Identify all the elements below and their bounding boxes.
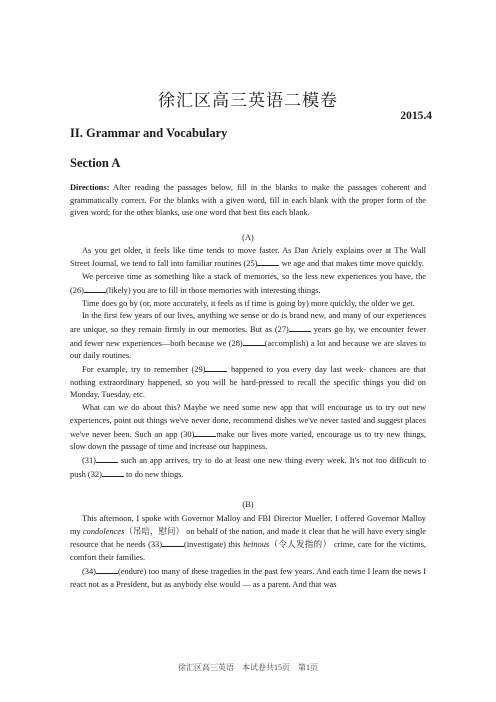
blank-31[interactable] (96, 454, 118, 463)
passage-a-paragraph: In the first few years of our lives, anything we sense or do is brand new, and many of our experiences are unique, so they remain firmly in our memories. But as (27) years go by, we encounter fewer and fewer new experiences—both because we (28) (accomplish) a lot and because we are slaves to our daily routines. (70, 311, 427, 361)
blank-29[interactable] (205, 363, 227, 372)
passage-a-paragraph: As you get older, it feels like time tends to move faster. As Dan Ariely explains over at The Wall Street Journal, we tend to fall into familiar routines (25) we age and that makes time move quickly. (70, 245, 426, 269)
passage-a-label: (A) (242, 233, 254, 242)
passage-a-paragraph: What can we do about this? Maybe we need some new app that will encourage us to try out new experiences, point out things we've never done, recommend dishes we've never tasted and suggest places we've never been. Such an app (30) make our lives more varied, encourage us to try new things, slow down the passage of time and increase our happiness. (70, 403, 426, 452)
section-heading: II. Grammar and Vocabulary (70, 126, 228, 140)
passage-a-paragraph: Time does go by (or, more accurately, it feels as if time is going by) more quickly, the older we get. (82, 298, 415, 308)
document-date: 2015.4 (400, 110, 432, 122)
blank-28[interactable] (243, 337, 265, 346)
directions-block (70, 182, 426, 220)
passage-b (70, 513, 426, 591)
passage-a-paragraph: For example, try to remember (29) happened to you every day last week- chances are that nothing extraordinary happened, so you will be hard-pressed to recall the specific things you did on Monday, Tuesday, etc. (70, 365, 427, 400)
blank-27[interactable] (289, 323, 311, 332)
blank-25[interactable] (257, 257, 279, 266)
passage-b-paragraph: This afternoon, I spoke with Governor Malloy and FBI Director Mueller. I offered Governor Malloy my condolences（吊唁，慰问） on behalf of the nation, and made it clear that he will have every single resource that he needs (33) (investigate) this heinous（令人发指的） crime, care for the victims, comfort their families. (70, 514, 427, 563)
subsection-heading: Section A (70, 156, 121, 170)
blank-26[interactable] (84, 284, 106, 293)
page-footer: 徐汇区高三英语 本试卷共15页 第1页 (178, 663, 318, 672)
blank-30[interactable] (194, 428, 216, 437)
passage-b-paragraph: (34) (endure) too many of these tragedies in the past few years. And each time I learn the news I react not as a President, but as anybody else would — as a parent. And that was (70, 566, 426, 589)
passage-a-paragraph: (31) such an app arrives, try to do at least one new thing every week. It's not too difficult to push (32) to do new things. (70, 455, 426, 479)
directions-text: After reading the passages below, fill in the blanks to make the passages coherent and grammatically correct. For the blanks with a given word, fill in each blank with the proper form of the given word; for the other blanks, use one word that best fits each blank. (70, 183, 427, 218)
blank-32[interactable] (102, 468, 124, 477)
blank-34[interactable] (96, 565, 118, 574)
passage-a-paragraph: We perceive time as something like a stack of memories, so the less new experiences you have, the (26) (likely) you are to fill in those memories with interesting things. (70, 272, 426, 295)
passage-b-label: (B) (242, 500, 254, 509)
passage-a (70, 232, 426, 481)
blank-33[interactable] (162, 538, 184, 547)
directions-label: Directions: (70, 183, 110, 192)
document-title: 徐汇区高三英语二模卷 (158, 91, 338, 110)
